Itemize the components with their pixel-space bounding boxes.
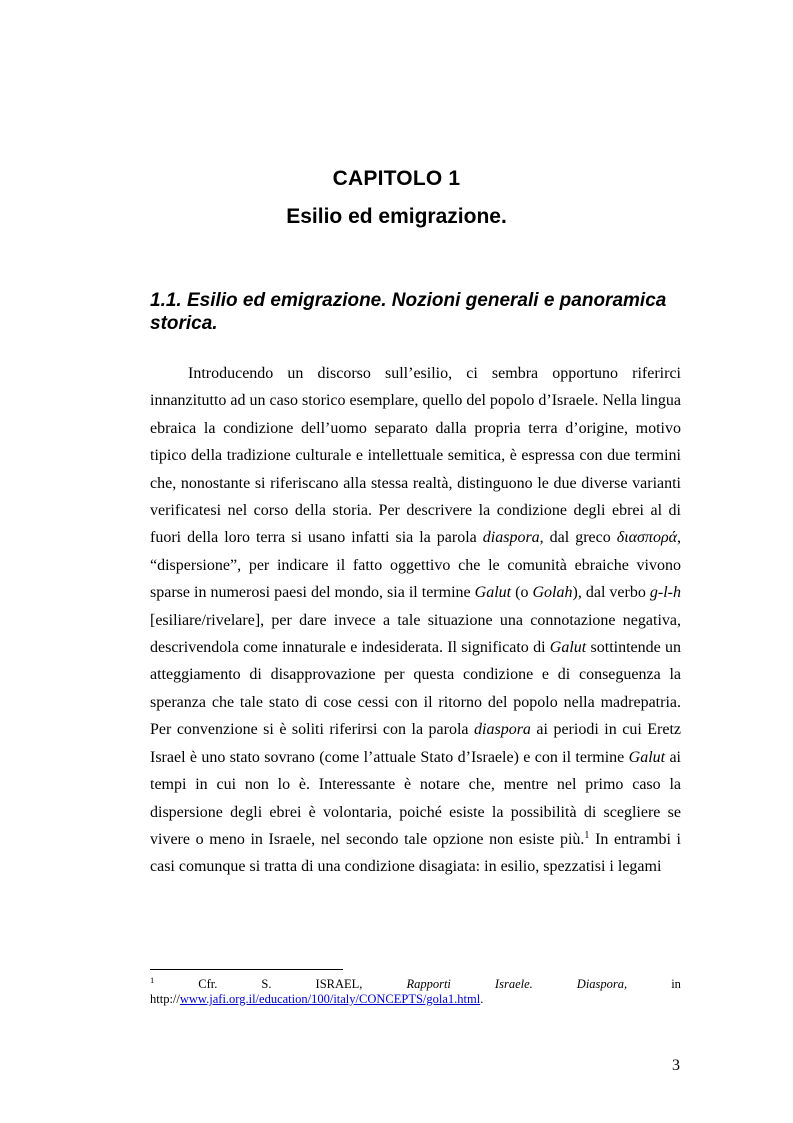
- footnote-title-c: Diaspora,: [576, 977, 628, 991]
- term-galut: Galut: [474, 584, 512, 602]
- footnote-url-suffix: .: [480, 992, 484, 1006]
- term-galut-2: Galut: [549, 639, 587, 657]
- footnote-url-prefix: http://: [150, 992, 180, 1006]
- body-text-1: Introducendo un discorso sull’esilio, ci sembra opportuno riferirci innanzitutto ad un caso storico esemplare, quello del popolo d’Israele. Nella lingua ebraica la condizione dell’uomo separato dalla propria terra d’origine, motivo tipico della tradizione culturale e intellettuale semitica, è espressa con due termini che, nonostante si riferiscano alla stessa realtà, distinguono le due diverse varianti verificatesi nel corso della storia. Per descrivere la condizione degli ebrei al di fuori della loro terra si usano infatti sia la parola: [150, 365, 681, 547]
- body-text-5: ), dal verbo: [572, 584, 650, 602]
- chapter-label: CAPITOLO 1: [332, 167, 461, 190]
- footnote-author: ISRAEL,: [315, 977, 363, 991]
- section-heading: 1.1. Esilio ed emigrazione. Nozioni generali e panoramica storica.: [150, 290, 667, 334]
- term-glh: g-l-h: [649, 584, 682, 602]
- footnote-title-b: Israele.: [494, 977, 533, 991]
- footnote-reference[interactable]: 1: [584, 829, 590, 841]
- footnote-link[interactable]: www.jafi.org.il/education/100/italy/CONCEPTS/gola1.html: [179, 992, 481, 1006]
- footnote-line-2: [150, 992, 681, 1007]
- footnote-title-a: Rapporti: [406, 977, 451, 991]
- footnote-separator: [150, 969, 343, 970]
- term-golah: Golah: [532, 584, 573, 602]
- footnote-number: 1: [150, 975, 155, 985]
- body-text-9: ai tempi in cui non lo è. Interessante è notare che, mentre nel primo caso la dispersione degli ebrei è volontaria, poiché esiste la possibilità di scegliere se vivere o meno in Israele, nel secondo tale opzione non esiste più.: [150, 748, 681, 848]
- footnote: [150, 977, 681, 1007]
- footnote-initial: S.: [261, 977, 272, 991]
- page-number: 3: [672, 1057, 680, 1074]
- body-text-10: In entrambi i casi comunque si tratta di una condizione disagiata: in esilio, spezzatisi i legami: [150, 830, 682, 876]
- body-text-2: , dal greco: [539, 529, 617, 547]
- body-text-4: (o: [511, 584, 533, 602]
- term-diaspora-2: diaspora: [474, 721, 531, 739]
- term-greek-diaspora: διασπορά: [616, 529, 678, 547]
- chapter-title: Esilio ed emigrazione.: [286, 205, 507, 228]
- term-diaspora: diaspora: [482, 529, 540, 547]
- footnote-title-c-wrap: [577, 977, 627, 992]
- body-text-6: [esiliare/rivelare], per dare invece a tale situazione una connotazione negativa, descrivendola come innaturale e indesiderata. Il significato di: [150, 611, 681, 657]
- footnote-in: in: [671, 977, 681, 991]
- term-galut-3: Galut: [628, 748, 666, 766]
- body-text-7: sottintende un atteggiamento di disapprovazione per questa condizione e di conseguenza la speranza che tale stato di cose cessi con il ritorno del popolo nella madrepatria. Per convenzione si è soliti riferirsi con la parola: [150, 639, 682, 739]
- footnote-cfr: Cfr.: [198, 977, 218, 991]
- body-text-8: ai periodi in cui Eretz Israel è uno stato sovrano (come l’attuale Stato d’Israele) e con il termine: [150, 721, 682, 766]
- footnote-number-cell: [150, 977, 154, 992]
- footnote-line-1: [150, 977, 681, 992]
- body-text-3: , “dispersione”, per indicare il fatto oggettivo che le comunità ebraiche vivono sparse in numerosi paesi del mondo, sia il termine: [150, 529, 682, 602]
- body-paragraph: [150, 360, 681, 881]
